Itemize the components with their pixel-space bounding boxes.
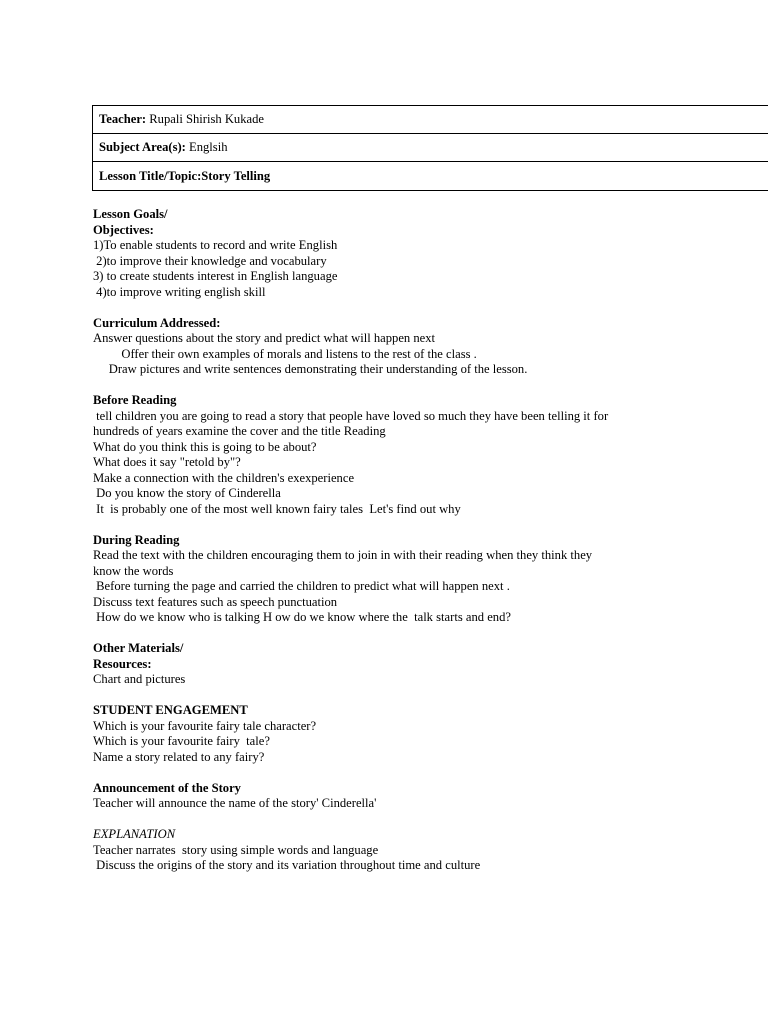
section-line: Name a story related to any fairy? [93,749,265,764]
section-heading: Announcement of the Story [93,780,241,795]
section-line: Read the text with the children encouraging them to join in with their reading when they think they [93,548,593,562]
section [93,207,753,300]
section [93,316,753,378]
teacher-label: Teacher: [99,112,147,126]
lesson-header-table [92,105,768,191]
section-line: Offer their own examples of morals and listens to the rest of the class . [93,346,477,361]
section-heading: Resources: [93,656,152,671]
section-line: What does it say "retold by"? [93,455,241,469]
section [93,641,753,688]
section-line: It is probably one of the most well known fairy tales Let's find out why [93,501,461,516]
teacher-value: Rupali Shirish Kukade [149,112,264,126]
section-line: hundreds of years examine the cover and the title Reading [93,424,386,438]
section-heading: Curriculum Addressed: [93,315,221,330]
section-line: 2)to improve their knowledge and vocabulary [93,253,327,268]
section-line: Which is your favourite fairy tale character? [93,718,317,733]
section-heading: Lesson Goals/ [93,207,168,221]
section-line: Before turning the page and carried the children to predict what will happen next . [93,579,510,593]
section-line: Draw pictures and write sentences demonstrating their understanding of the lesson. [93,362,528,376]
section-line: 4)to improve writing english skill [93,284,266,299]
section-line: Discuss the origins of the story and its variation throughout time and culture [93,858,481,872]
section [93,827,753,874]
section-line: How do we know who is talking H ow do we know where the talk starts and end? [93,610,511,624]
lesson-title-label: Lesson Title/Topic: [99,168,202,183]
teacher-row [93,106,768,134]
section [93,703,753,765]
section-line: know the words [93,563,174,578]
subject-label: Subject Area(s): [99,140,186,154]
section-line: Discuss text features such as speech punctuation [93,594,338,609]
section-line: Teacher will announce the name of the story' Cinderella' [93,796,377,810]
section-line: Make a connection with the children's exexperience [93,470,355,485]
section-heading: During Reading [93,532,180,547]
lesson-body [93,207,753,889]
section-line: Teacher narrates story using simple words and language [93,842,379,857]
lesson-title-row [93,162,768,190]
section-line: 1)To enable students to record and write English [93,238,338,252]
lesson-title-value: Story Telling [201,168,271,183]
section-heading: STUDENT ENGAGEMENT [93,703,248,717]
section-heading: Objectives: [93,222,154,237]
section-line: Do you know the story of Cinderella [93,486,281,500]
section-heading: EXPLANATION [93,827,176,841]
section-heading: Before Reading [93,393,177,407]
section-line: Chart and pictures [93,672,186,686]
subject-row [93,134,768,162]
section [93,533,753,626]
subject-value: Englsih [189,140,228,154]
section-line: Answer questions about the story and predict what will happen next [93,331,436,345]
section-line: What do you think this is going to be about? [93,439,317,454]
section-line: 3) to create students interest in English language [93,269,338,283]
section [93,393,753,517]
section [93,781,753,812]
section-heading: Other Materials/ [93,641,184,655]
section-line: tell children you are going to read a story that people have loved so much they have been telling it for [93,408,609,423]
section-line: Which is your favourite fairy tale? [93,734,270,748]
